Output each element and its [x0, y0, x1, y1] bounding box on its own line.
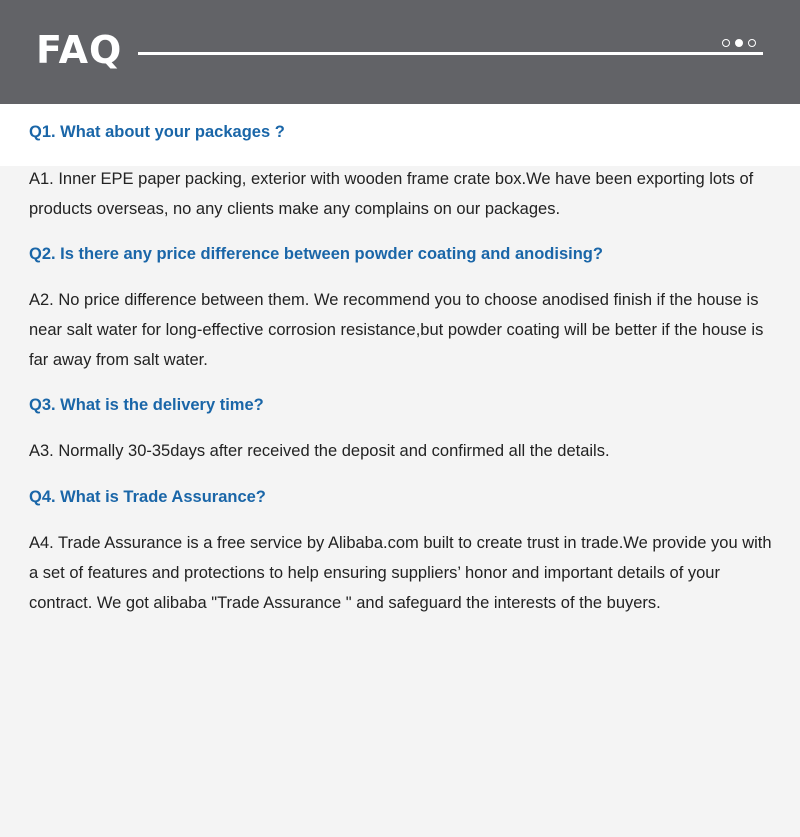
faq-question-4: Q4. What is Trade Assurance?	[29, 488, 266, 506]
header-divider	[138, 52, 763, 55]
faq-answer-2: A2. No price difference between them. We recommend you to choose anodised finish if the house is near salt water for long-effective corrosion resistance,but powder coating will be better if the house is far away from salt water.	[29, 291, 764, 369]
dot-active-icon[interactable]	[735, 39, 743, 47]
faq-question-1: Q1. What about your packages ?	[29, 123, 285, 141]
page-title: FAQ	[36, 28, 123, 72]
dot-icon[interactable]	[748, 39, 756, 47]
faq-header	[0, 0, 800, 104]
faq-question-2: Q2. Is there any price difference between powder coating and anodising?	[29, 245, 603, 263]
faq-question-3: Q3. What is the delivery time?	[29, 396, 264, 414]
faq-answer-3: A3. Normally 30-35days after received the deposit and confirmed all the details.	[29, 442, 610, 460]
dot-icon[interactable]	[722, 39, 730, 47]
carousel-dots	[722, 39, 756, 49]
faq-answer-4: A4. Trade Assurance is a free service by Alibaba.com built to create trust in trade.We provide you with a set of features and protections to help ensuring suppliers’ honor and important details of your contract. We got alibaba "Trade Assurance " and safeguard the interests of the buyers.	[29, 534, 772, 612]
faq-answer-1: A1. Inner EPE paper packing, exterior with wooden frame crate box.We have been exporting lots of products overseas, no any clients make any complains on our packages.	[29, 170, 754, 218]
